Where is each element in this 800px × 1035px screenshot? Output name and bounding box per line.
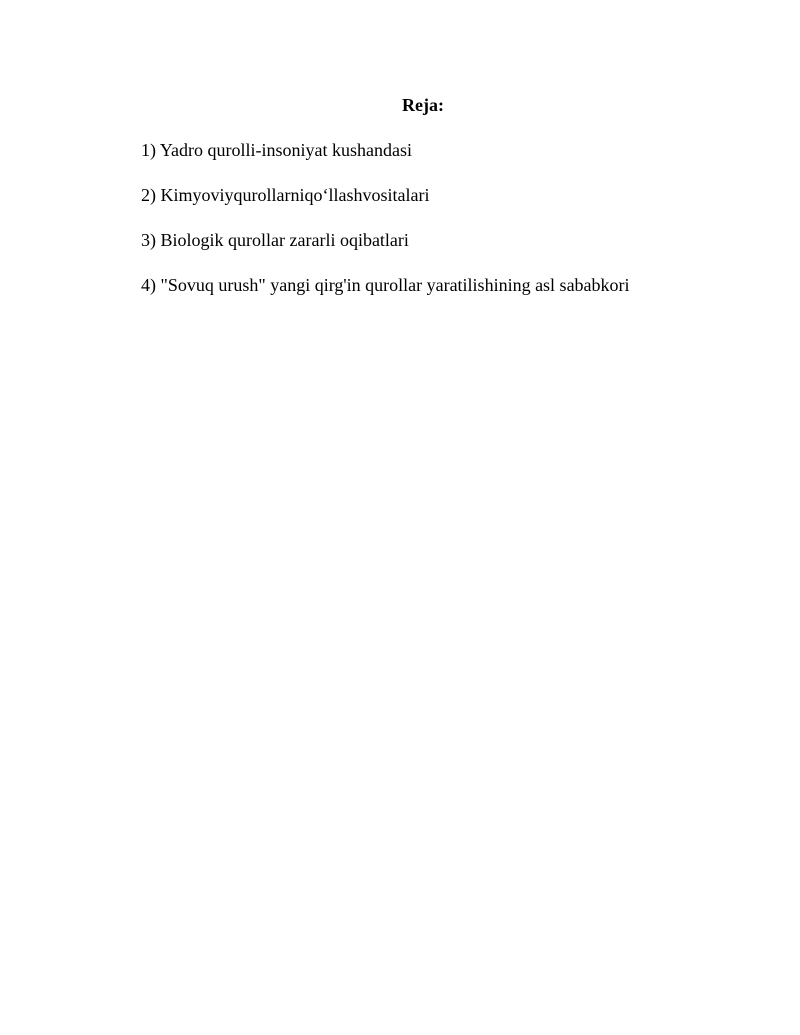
plan-item-2: 2) Kimyoviyqurollarniqo‘llashvositalari bbox=[141, 185, 430, 205]
plan-item-4: 4) "Sovuq urush" yangi qirg'in qurollar yaratilishining asl sababkori bbox=[141, 275, 630, 295]
plan-item-1: 1) Yadro qurolli-insoniyat kushandasi bbox=[141, 140, 412, 160]
plan-item-3: 3) Biologik qurollar zararli oqibatlari bbox=[141, 230, 409, 250]
plan-title: Reja: bbox=[402, 95, 444, 115]
plan-list bbox=[141, 138, 761, 318]
